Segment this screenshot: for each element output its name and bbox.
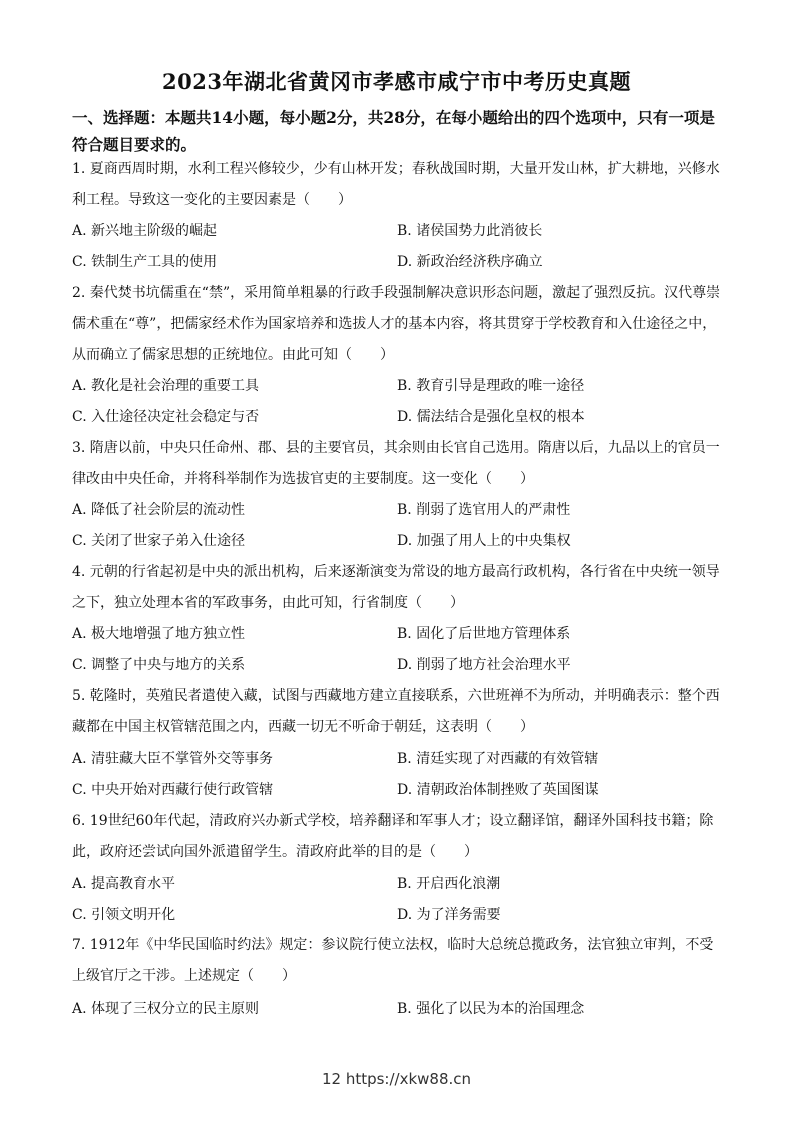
question-2-option-c[interactable]: C. 入仕途径决定社会稳定与否 <box>72 409 260 425</box>
question-3-option-d[interactable]: D. 加强了用人上的中央集权 <box>397 533 571 549</box>
question-5-option-b[interactable]: B. 清廷实现了对西藏的有效管辖 <box>397 751 599 767</box>
question-4-option-d[interactable]: D. 削弱了地方社会治理水平 <box>397 657 571 673</box>
question-1-option-a[interactable]: A. 新兴地主阶级的崛起 <box>72 223 218 239</box>
question-5-option-c[interactable]: C. 中央开始对西藏行使行政管辖 <box>72 782 274 798</box>
question-1-option-b[interactable]: B. 诸侯国势力此消彼长 <box>397 223 543 239</box>
question-3-stem: 3. 隋唐以前，中央只任命州、郡、县的主要官员，其余则由长官自己选用。隋唐以后，九品以上的官员一律改由中央任命，并将科举制作为选拔官吏的主要制度。这一变化（ ） <box>72 440 720 487</box>
question-1-option-c[interactable]: C. 铁制生产工具的使用 <box>72 254 218 270</box>
question-7-option-b[interactable]: B. 强化了以民为本的治国理念 <box>397 1001 585 1017</box>
question-2-option-b[interactable]: B. 教育引导是理政的唯一途径 <box>397 378 585 394</box>
page-footer: 12 https://xkw88.cn <box>321 1070 472 1088</box>
question-3-option-a[interactable]: A. 降低了社会阶层的流动性 <box>72 502 246 518</box>
question-6-option-a[interactable]: A. 提高教育水平 <box>72 876 176 892</box>
question-7-option-a[interactable]: A. 体现了三权分立的民主原则 <box>72 1001 260 1017</box>
question-4-option-b[interactable]: B. 固化了后世地方管理体系 <box>397 626 571 642</box>
question-6-stem: 6. 19世纪60年代起，清政府兴办新式学校，培养翻译和军事人才；设立翻译馆，翻译外国科技书籍；除此，政府还尝试向国外派遣留学生。清政府此举的目的是（ ） <box>72 813 714 860</box>
question-6-option-d[interactable]: D. 为了洋务需要 <box>397 907 501 923</box>
question-3-option-c[interactable]: C. 关闭了世家子弟入仕途径 <box>72 533 246 549</box>
question-7-stem: 7. 1912年《中华民国临时约法》规定：参议院行使立法权，临时大总统总揽政务，法官独立审判，不受上级官厅之干涉。上述规定（ ） <box>72 937 714 984</box>
question-4-option-a[interactable]: A. 极大地增强了地方独立性 <box>72 626 246 642</box>
question-5-option-a[interactable]: A. 清驻藏大臣不掌管外交等事务 <box>72 751 274 767</box>
page-title: 2023年湖北省黄冈市孝感市咸宁市中考历史真题 <box>162 69 631 94</box>
question-2-option-d[interactable]: D. 儒法结合是强化皇权的根本 <box>397 409 585 425</box>
question-1-option-d[interactable]: D. 新政治经济秩序确立 <box>397 254 543 270</box>
section-heading: 一、选择题：本题共14小题，每小题2分，共28分，在每小题给出的四个选项中，只有一项是符合题目要求的。 <box>72 108 715 154</box>
question-2-option-a[interactable]: A. 教化是社会治理的重要工具 <box>72 378 260 394</box>
question-4-stem: 4. 元朝的行省起初是中央的派出机构，后来逐渐演变为常设的地方最高行政机构，各行省在中央统一领导之下，独立处理本省的军政事务，由此可知，行省制度（ ） <box>72 564 720 611</box>
question-4-option-c[interactable]: C. 调整了中央与地方的关系 <box>72 657 246 673</box>
question-5-stem: 5. 乾隆时，英殖民者遣使入藏，试图与西藏地方建立直接联系，六世班禅不为所动，并明确表示：整个西藏都在中国主权管辖范围之内，西藏一切无不听命于朝廷，这表明（ ） <box>72 688 720 735</box>
question-3-option-b[interactable]: B. 削弱了选官用人的严肃性 <box>397 502 571 518</box>
question-6-option-b[interactable]: B. 开启西化浪潮 <box>397 876 501 892</box>
question-6-option-c[interactable]: C. 引领文明开化 <box>72 907 176 923</box>
question-1-stem: 1. 夏商西周时期，水利工程兴修较少，少有山林开发；春秋战国时期，大量开发山林，扩大耕地，兴修水利工程。导致这一变化的主要因素是（ ） <box>72 161 720 208</box>
question-2-stem: 2. 秦代焚书坑儒重在“禁”，采用简单粗暴的行政手段强制解决意识形态问题，激起了强烈反抗。汉代尊崇儒术重在“尊”，把儒家经术作为国家培养和选拔人才的基本内容，将其贯穿于学校教育和入仕途径之中，从而确立了儒家思想的正统地位。由此可知（ ） <box>72 285 721 363</box>
question-5-option-d[interactable]: D. 清朝政治体制挫败了英国图谋 <box>397 782 599 798</box>
